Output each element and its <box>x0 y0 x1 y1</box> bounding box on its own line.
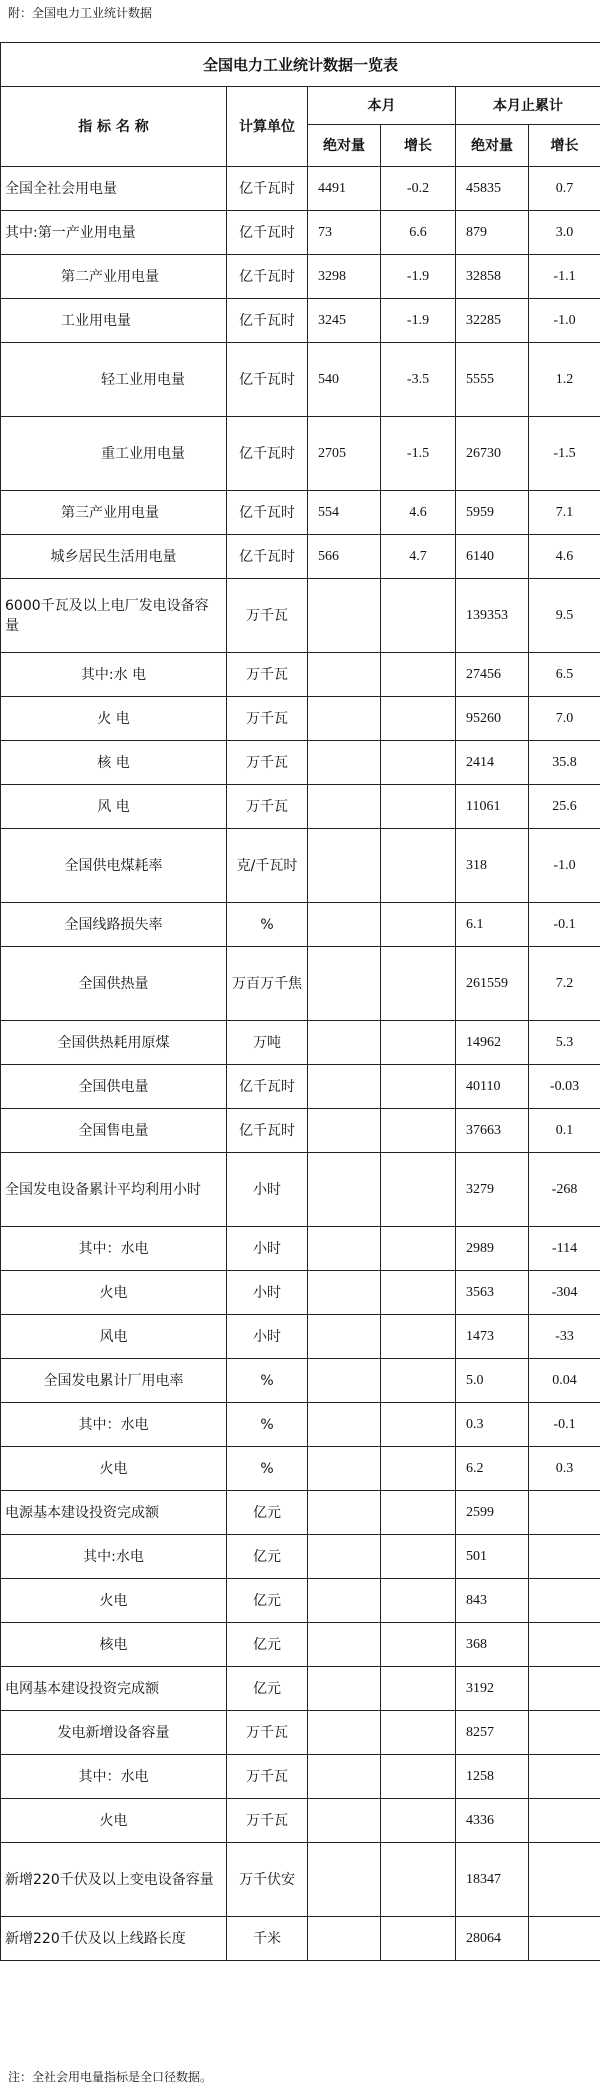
row-cum-growth <box>529 1755 600 1799</box>
table-row <box>1 1271 600 1315</box>
row-unit: 小时 <box>227 1227 308 1271</box>
row-cum-absolute: 11061 <box>456 785 529 829</box>
row-unit: 万千瓦 <box>227 697 308 741</box>
row-month-growth <box>381 653 456 697</box>
header-month-growth: 增长 <box>381 125 456 167</box>
row-cum-growth: 35.8 <box>529 741 600 785</box>
row-cum-growth: -1.0 <box>529 829 600 903</box>
row-month-growth: -0.2 <box>381 167 456 211</box>
row-cum-growth: -0.1 <box>529 903 600 947</box>
row-month-growth: -1.9 <box>381 299 456 343</box>
row-unit: 亿千瓦时 <box>227 343 308 417</box>
row-cum-growth: 7.2 <box>529 947 600 1021</box>
row-month-absolute <box>308 1065 381 1109</box>
row-month-absolute <box>308 1359 381 1403</box>
row-unit: 小时 <box>227 1153 308 1227</box>
row-cum-absolute: 32285 <box>456 299 529 343</box>
row-cum-absolute: 3563 <box>456 1271 529 1315</box>
row-month-growth: 6.6 <box>381 211 456 255</box>
row-month-absolute: 554 <box>308 491 381 535</box>
row-unit: % <box>227 1403 308 1447</box>
table-row <box>1 903 600 947</box>
row-month-absolute <box>308 1711 381 1755</box>
row-cum-growth <box>529 1623 600 1667</box>
row-name: 重工业用电量 <box>1 417 227 491</box>
header-row-1 <box>1 87 600 125</box>
row-month-absolute: 73 <box>308 211 381 255</box>
header-cum-absolute: 绝对量 <box>456 125 529 167</box>
row-name: 全国全社会用电量 <box>1 167 227 211</box>
row-cum-absolute: 45835 <box>456 167 529 211</box>
row-cum-absolute: 1258 <box>456 1755 529 1799</box>
row-month-growth <box>381 1917 456 1961</box>
row-name: 全国供电煤耗率 <box>1 829 227 903</box>
row-month-growth <box>381 1535 456 1579</box>
row-cum-growth: -114 <box>529 1227 600 1271</box>
table-row <box>1 1579 600 1623</box>
row-unit: 万千瓦 <box>227 785 308 829</box>
row-month-absolute: 2705 <box>308 417 381 491</box>
row-unit: 亿千瓦时 <box>227 211 308 255</box>
table-row <box>1 343 600 417</box>
row-month-growth <box>381 829 456 903</box>
row-cum-absolute: 26730 <box>456 417 529 491</box>
row-cum-absolute: 6.1 <box>456 903 529 947</box>
row-name: 其中：水电 <box>1 1403 227 1447</box>
row-month-growth <box>381 1667 456 1711</box>
table-row <box>1 1021 600 1065</box>
row-month-growth: -1.9 <box>381 255 456 299</box>
row-cum-absolute: 6.2 <box>456 1447 529 1491</box>
row-name: 电源基本建设投资完成额 <box>1 1491 227 1535</box>
row-cum-growth: -33 <box>529 1315 600 1359</box>
row-cum-absolute: 5959 <box>456 491 529 535</box>
table-title-row <box>1 43 600 87</box>
table-row <box>1 653 600 697</box>
row-name: 新增220千伏及以上线路长度 <box>1 1917 227 1961</box>
row-month-absolute: 3298 <box>308 255 381 299</box>
row-cum-growth: 0.3 <box>529 1447 600 1491</box>
header-unit: 计算单位 <box>227 87 308 167</box>
row-month-absolute <box>308 1623 381 1667</box>
row-cum-growth <box>529 1667 600 1711</box>
table-row <box>1 1109 600 1153</box>
row-name: 其中：水电 <box>1 1227 227 1271</box>
row-unit: % <box>227 1447 308 1491</box>
row-name: 发电新增设备容量 <box>1 1711 227 1755</box>
row-cum-absolute: 501 <box>456 1535 529 1579</box>
header-month: 本月 <box>308 87 456 125</box>
row-month-absolute <box>308 1755 381 1799</box>
row-month-growth <box>381 1403 456 1447</box>
row-month-absolute <box>308 1271 381 1315</box>
row-month-absolute <box>308 697 381 741</box>
row-month-absolute: 3245 <box>308 299 381 343</box>
row-unit: 万千瓦 <box>227 1755 308 1799</box>
row-unit: 亿千瓦时 <box>227 167 308 211</box>
table-row <box>1 1535 600 1579</box>
row-unit: 亿千瓦时 <box>227 299 308 343</box>
row-name: 其中:第一产业用电量 <box>1 211 227 255</box>
table-row <box>1 1623 600 1667</box>
row-cum-growth <box>529 1535 600 1579</box>
row-month-absolute <box>308 1843 381 1917</box>
footnote: 注：全社会用电量指标是全口径数据。 <box>8 2070 213 2084</box>
row-name: 全国供热耗用原煤 <box>1 1021 227 1065</box>
row-unit: 亿元 <box>227 1535 308 1579</box>
row-name: 火电 <box>1 1271 227 1315</box>
row-name: 全国售电量 <box>1 1109 227 1153</box>
row-month-growth <box>381 697 456 741</box>
row-month-absolute <box>308 1917 381 1961</box>
row-unit: 万千伏安 <box>227 1843 308 1917</box>
table-row <box>1 1799 600 1843</box>
row-month-absolute <box>308 1799 381 1843</box>
row-month-absolute <box>308 1315 381 1359</box>
row-name: 核 电 <box>1 741 227 785</box>
header-month-absolute: 绝对量 <box>308 125 381 167</box>
row-unit: 亿千瓦时 <box>227 255 308 299</box>
row-name: 风 电 <box>1 785 227 829</box>
table-row <box>1 1843 600 1917</box>
row-cum-growth: 5.3 <box>529 1021 600 1065</box>
row-month-growth: -3.5 <box>381 343 456 417</box>
row-cum-growth: -1.1 <box>529 255 600 299</box>
row-cum-growth: 0.04 <box>529 1359 600 1403</box>
row-month-absolute <box>308 1153 381 1227</box>
row-name: 核电 <box>1 1623 227 1667</box>
row-unit: 万千瓦 <box>227 653 308 697</box>
table-row <box>1 211 600 255</box>
row-cum-absolute: 14962 <box>456 1021 529 1065</box>
row-cum-absolute: 40110 <box>456 1065 529 1109</box>
row-cum-absolute: 6140 <box>456 535 529 579</box>
row-cum-growth: 9.5 <box>529 579 600 653</box>
row-name: 其中:水电 <box>1 1535 227 1579</box>
row-month-absolute <box>308 1109 381 1153</box>
table-row <box>1 1667 600 1711</box>
row-month-absolute <box>308 1021 381 1065</box>
row-month-growth <box>381 1447 456 1491</box>
table-row <box>1 1403 600 1447</box>
row-cum-growth <box>529 1711 600 1755</box>
row-unit: 万百万千焦 <box>227 947 308 1021</box>
row-name: 第二产业用电量 <box>1 255 227 299</box>
table-row <box>1 1917 600 1961</box>
row-unit: 亿元 <box>227 1491 308 1535</box>
row-month-absolute <box>308 785 381 829</box>
table-row <box>1 947 600 1021</box>
row-name: 工业用电量 <box>1 299 227 343</box>
row-name: 全国线路损失率 <box>1 903 227 947</box>
row-month-growth: 4.7 <box>381 535 456 579</box>
row-cum-growth: -304 <box>529 1271 600 1315</box>
row-unit: 亿千瓦时 <box>227 1109 308 1153</box>
row-month-growth <box>381 903 456 947</box>
row-cum-growth: -0.03 <box>529 1065 600 1109</box>
row-name: 风电 <box>1 1315 227 1359</box>
row-cum-growth: 25.6 <box>529 785 600 829</box>
table-row <box>1 1755 600 1799</box>
row-unit: 亿千瓦时 <box>227 417 308 491</box>
row-month-growth <box>381 1227 456 1271</box>
row-month-absolute <box>308 947 381 1021</box>
row-month-growth <box>381 1109 456 1153</box>
row-name: 第三产业用电量 <box>1 491 227 535</box>
row-name: 全国供电量 <box>1 1065 227 1109</box>
row-cum-growth: 3.0 <box>529 211 600 255</box>
row-unit: 千米 <box>227 1917 308 1961</box>
header-indicator: 指 标 名 称 <box>1 87 227 167</box>
row-month-growth <box>381 1065 456 1109</box>
row-month-growth <box>381 1711 456 1755</box>
row-month-absolute <box>308 1447 381 1491</box>
row-cum-absolute: 27456 <box>456 653 529 697</box>
row-name: 电网基本建设投资完成额 <box>1 1667 227 1711</box>
row-month-absolute <box>308 1403 381 1447</box>
table-body <box>1 167 600 1961</box>
table-row <box>1 1447 600 1491</box>
row-cum-growth <box>529 1579 600 1623</box>
caption: 附：全国电力工业统计数据 <box>8 6 153 20</box>
row-cum-absolute: 95260 <box>456 697 529 741</box>
table-row <box>1 535 600 579</box>
row-month-growth <box>381 1579 456 1623</box>
row-cum-absolute: 18347 <box>456 1843 529 1917</box>
row-cum-absolute: 879 <box>456 211 529 255</box>
table-row <box>1 299 600 343</box>
row-month-growth <box>381 1799 456 1843</box>
row-cum-growth <box>529 1917 600 1961</box>
row-cum-absolute: 8257 <box>456 1711 529 1755</box>
row-cum-absolute: 3279 <box>456 1153 529 1227</box>
row-cum-absolute: 5555 <box>456 343 529 417</box>
row-month-absolute <box>308 1227 381 1271</box>
row-cum-growth: 1.2 <box>529 343 600 417</box>
table-row <box>1 741 600 785</box>
table-row <box>1 1065 600 1109</box>
row-cum-absolute: 2599 <box>456 1491 529 1535</box>
table-row <box>1 1153 600 1227</box>
row-cum-absolute: 37663 <box>456 1109 529 1153</box>
row-month-growth <box>381 785 456 829</box>
row-cum-absolute: 32858 <box>456 255 529 299</box>
row-unit: 亿千瓦时 <box>227 535 308 579</box>
row-month-growth <box>381 1359 456 1403</box>
row-cum-absolute: 28064 <box>456 1917 529 1961</box>
header-cum-growth: 增长 <box>529 125 600 167</box>
table-row <box>1 785 600 829</box>
row-cum-growth: 6.5 <box>529 653 600 697</box>
row-cum-absolute: 2989 <box>456 1227 529 1271</box>
row-name: 其中：水电 <box>1 1755 227 1799</box>
row-month-absolute: 4491 <box>308 167 381 211</box>
row-cum-absolute: 261559 <box>456 947 529 1021</box>
table-row <box>1 579 600 653</box>
row-month-absolute: 540 <box>308 343 381 417</box>
table-row <box>1 1491 600 1535</box>
row-cum-growth: 4.6 <box>529 535 600 579</box>
row-month-growth <box>381 1021 456 1065</box>
row-unit: 亿千瓦时 <box>227 491 308 535</box>
row-cum-absolute: 0.3 <box>456 1403 529 1447</box>
table-title: 全国电力工业统计数据一览表 <box>1 43 600 87</box>
row-name: 全国供热量 <box>1 947 227 1021</box>
row-unit: 万吨 <box>227 1021 308 1065</box>
row-cum-growth <box>529 1843 600 1917</box>
row-unit: 亿元 <box>227 1667 308 1711</box>
row-unit: 亿千瓦时 <box>227 1065 308 1109</box>
row-name: 火电 <box>1 1447 227 1491</box>
table-row <box>1 255 600 299</box>
row-month-absolute <box>308 1535 381 1579</box>
row-month-growth <box>381 1755 456 1799</box>
row-month-absolute <box>308 653 381 697</box>
row-cum-growth <box>529 1491 600 1535</box>
row-name: 新增220千伏及以上变电设备容量 <box>1 1843 227 1917</box>
row-cum-growth <box>529 1799 600 1843</box>
table-row <box>1 491 600 535</box>
row-cum-growth: -1.5 <box>529 417 600 491</box>
row-month-absolute <box>308 903 381 947</box>
row-month-growth <box>381 741 456 785</box>
row-name: 轻工业用电量 <box>1 343 227 417</box>
row-month-growth: -1.5 <box>381 417 456 491</box>
row-month-absolute <box>308 1491 381 1535</box>
row-cum-growth: -1.0 <box>529 299 600 343</box>
row-month-growth <box>381 579 456 653</box>
row-cum-absolute: 843 <box>456 1579 529 1623</box>
row-month-growth <box>381 1623 456 1667</box>
table-row <box>1 697 600 741</box>
row-cum-absolute: 318 <box>456 829 529 903</box>
row-month-growth <box>381 1843 456 1917</box>
row-cum-growth: 0.7 <box>529 167 600 211</box>
row-month-absolute: 566 <box>308 535 381 579</box>
row-month-growth <box>381 947 456 1021</box>
row-name: 全国发电累计厂用电率 <box>1 1359 227 1403</box>
row-cum-absolute: 2414 <box>456 741 529 785</box>
row-month-growth: 4.6 <box>381 491 456 535</box>
table-row <box>1 829 600 903</box>
row-unit: 亿元 <box>227 1623 308 1667</box>
row-name: 火 电 <box>1 697 227 741</box>
row-unit: 万千瓦 <box>227 741 308 785</box>
header-cumulative: 本月止累计 <box>456 87 600 125</box>
row-name: 火电 <box>1 1799 227 1843</box>
table-row <box>1 1315 600 1359</box>
row-name: 火电 <box>1 1579 227 1623</box>
table-row <box>1 1227 600 1271</box>
row-month-absolute <box>308 1579 381 1623</box>
table-row <box>1 167 600 211</box>
row-cum-absolute: 3192 <box>456 1667 529 1711</box>
row-cum-absolute: 1473 <box>456 1315 529 1359</box>
table-row <box>1 1711 600 1755</box>
row-cum-growth: 7.1 <box>529 491 600 535</box>
row-cum-absolute: 368 <box>456 1623 529 1667</box>
row-unit: % <box>227 903 308 947</box>
row-month-absolute <box>308 829 381 903</box>
row-unit: 小时 <box>227 1271 308 1315</box>
row-month-growth <box>381 1491 456 1535</box>
table-row <box>1 417 600 491</box>
row-month-growth <box>381 1271 456 1315</box>
row-unit: 小时 <box>227 1315 308 1359</box>
row-cum-absolute: 139353 <box>456 579 529 653</box>
row-cum-absolute: 5.0 <box>456 1359 529 1403</box>
row-name: 其中:水 电 <box>1 653 227 697</box>
row-month-absolute <box>308 741 381 785</box>
statistics-table <box>0 42 600 1961</box>
row-name: 城乡居民生活用电量 <box>1 535 227 579</box>
table-row <box>1 1359 600 1403</box>
row-month-absolute <box>308 1667 381 1711</box>
row-unit: 亿元 <box>227 1579 308 1623</box>
row-month-absolute <box>308 579 381 653</box>
row-name: 6000千瓦及以上电厂发电设备容量 <box>1 579 227 653</box>
row-name: 全国发电设备累计平均利用小时 <box>1 1153 227 1227</box>
row-unit: 万千瓦 <box>227 1799 308 1843</box>
row-unit: 万千瓦 <box>227 579 308 653</box>
row-month-growth <box>381 1315 456 1359</box>
row-cum-absolute: 4336 <box>456 1799 529 1843</box>
row-unit: 克/千瓦时 <box>227 829 308 903</box>
row-month-growth <box>381 1153 456 1227</box>
row-cum-growth: -0.1 <box>529 1403 600 1447</box>
row-unit: 万千瓦 <box>227 1711 308 1755</box>
row-cum-growth: 7.0 <box>529 697 600 741</box>
row-cum-growth: 0.1 <box>529 1109 600 1153</box>
row-cum-growth: -268 <box>529 1153 600 1227</box>
row-unit: % <box>227 1359 308 1403</box>
